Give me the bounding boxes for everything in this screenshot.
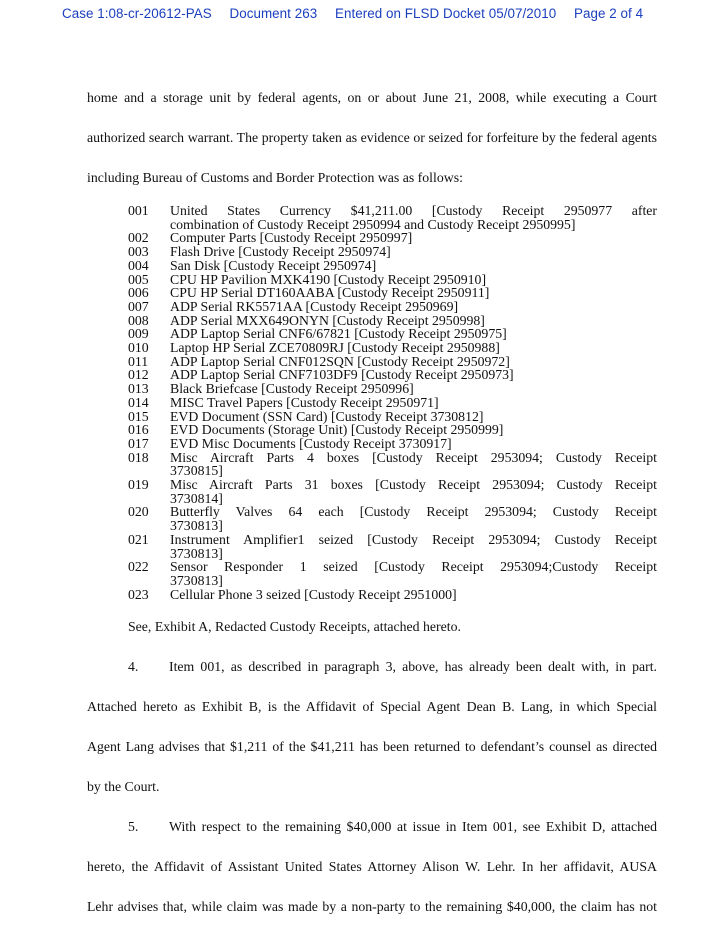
item-description-line: EVD Misc Documents [Custody Receipt 3730917] — [170, 435, 452, 451]
item-description-line: ADP Laptop Serial CNF7103DF9 [Custody Receipt 2950973] — [170, 367, 514, 383]
item-description — [170, 560, 657, 587]
intro-line: authorized search warrant. The property taken as evidence or seized for forfeiture by the federal agents — [87, 130, 657, 145]
item-number: 001 — [128, 203, 149, 218]
item-number: 008 — [128, 312, 149, 328]
item-description — [170, 423, 657, 437]
property-item — [128, 327, 657, 341]
paragraph-4-line: by the Court. — [87, 779, 160, 795]
paragraph-number: 5. — [128, 819, 139, 835]
exhibit-reference: See, Exhibit A, Redacted Custody Receipts, attached hereto. — [128, 619, 461, 635]
item-description-line: San Disk [Custody Receipt 2950974] — [170, 257, 377, 273]
item-number: 007 — [128, 298, 149, 314]
item-number: 002 — [128, 230, 149, 246]
item-number: 015 — [128, 408, 149, 424]
item-description-line: 3730813] — [170, 572, 223, 588]
paragraph-number: 4. — [128, 659, 139, 675]
property-item — [128, 382, 657, 396]
property-item — [128, 437, 657, 451]
item-description — [170, 505, 657, 532]
item-description — [170, 231, 657, 245]
property-item — [128, 355, 657, 369]
property-item — [128, 231, 657, 245]
intro-line: home and a storage unit by federal agents, on or about June 21, 2008, while executing a Court — [87, 90, 657, 105]
item-description — [170, 355, 657, 369]
property-item — [128, 505, 657, 532]
item-description-line: Cellular Phone 3 seized [Custody Receipt 2951000] — [170, 586, 457, 602]
property-item — [128, 533, 657, 560]
property-item — [128, 423, 657, 437]
item-description — [170, 204, 657, 231]
item-number: 005 — [128, 271, 149, 287]
property-item — [128, 368, 657, 382]
property-item — [128, 286, 657, 300]
item-description-line: Instrument Amplifier1 seized [Custody Receipt 2953094; Custody Receipt — [170, 531, 657, 547]
item-description-line: combination of Custody Receipt 2950994 and Custody Receipt 2950995] — [170, 216, 576, 232]
document-number: Document 263 — [229, 6, 318, 21]
property-item — [128, 245, 657, 259]
property-item — [128, 314, 657, 328]
item-description-line: ADP Serial MXX649ONYN [Custody Receipt 2950998] — [170, 312, 485, 328]
item-description-line: 3730813] — [170, 518, 223, 534]
item-description-line: Flash Drive [Custody Receipt 2950974] — [170, 244, 391, 260]
item-number: 021 — [128, 531, 149, 547]
item-description — [170, 410, 657, 424]
item-description — [170, 314, 657, 328]
item-description-line: Computer Parts [Custody Receipt 2950997] — [170, 230, 413, 246]
case-number: Case 1:08-cr-20612-PAS — [62, 6, 212, 21]
item-description-line: 3730815] — [170, 463, 223, 479]
page-number: Page 2 of 4 — [574, 6, 644, 21]
item-description-line: United States Currency $41,211.00 [Custody Receipt 2950977 after — [170, 203, 657, 218]
item-description-line: Laptop HP Serial ZCE70809RJ [Custody Receipt 2950988] — [170, 340, 500, 356]
property-item — [128, 300, 657, 314]
item-description — [170, 396, 657, 410]
property-item — [128, 478, 657, 505]
property-item — [128, 451, 657, 478]
item-description — [170, 300, 657, 314]
property-item — [128, 259, 657, 273]
item-number: 023 — [128, 586, 149, 602]
item-description-line: ADP Serial RK5571AA [Custody Receipt 2950969] — [170, 298, 459, 314]
item-description — [170, 382, 657, 396]
item-description-line: MISC Travel Papers [Custody Receipt 2950971] — [170, 394, 439, 410]
item-number: 022 — [128, 559, 149, 575]
item-description-line: Misc Aircraft Parts 4 boxes [Custody Receipt 2953094; Custody Receipt — [170, 449, 657, 465]
item-number: 018 — [128, 449, 149, 465]
item-description — [170, 533, 657, 560]
item-description-line: EVD Documents (Storage Unit) [Custody Receipt 2950999] — [170, 422, 504, 438]
item-description — [170, 451, 657, 478]
item-description — [170, 368, 657, 382]
item-description-line: Misc Aircraft Parts 31 boxes [Custody Receipt 2953094; Custody Receipt — [170, 477, 657, 493]
paragraph-5-line: hereto, the Affidavit of Assistant United States Attorney Alison W. Lehr. In her affidavit, AUSA — [87, 859, 657, 875]
item-description-line: CPU HP Serial DT160AABA [Custody Receipt 2950911] — [170, 285, 490, 301]
paragraph-4-line: Attached hereto as Exhibit B, is the Affidavit of Special Agent Dean B. Lang, in which Special — [87, 699, 657, 715]
item-description-line: Sensor Responder 1 seized [Custody Receipt 2953094;Custody Receipt — [170, 559, 657, 575]
item-number: 013 — [128, 381, 149, 397]
item-description-line: CPU HP Pavilion MXK4190 [Custody Receipt 2950910] — [170, 271, 487, 287]
item-number: 019 — [128, 477, 149, 493]
item-number: 011 — [128, 353, 149, 369]
document-body — [87, 88, 657, 917]
item-number: 012 — [128, 367, 149, 383]
property-item — [128, 396, 657, 410]
item-description-line: EVD Document (SSN Card) [Custody Receipt 3730812] — [170, 408, 484, 424]
item-number: 009 — [128, 326, 149, 342]
paragraph-4-line: 4. Item 001, as described in paragraph 3, above, has already been dealt with, in part. — [87, 657, 657, 677]
intro-line: including Bureau of Customs and Border Protection was as follows: — [87, 170, 463, 185]
item-number: 004 — [128, 257, 149, 273]
item-number: 010 — [128, 340, 149, 356]
item-description-line: 3730814] — [170, 490, 223, 506]
docket-entry: Entered on FLSD Docket 05/07/2010 — [334, 6, 557, 21]
item-number: 006 — [128, 285, 149, 301]
paragraph-5-line: Lehr advises that, while claim was made by a non-party to the remaining $40,000, the claim has not — [87, 899, 657, 915]
item-description — [170, 286, 657, 300]
item-number: 017 — [128, 435, 149, 451]
property-item — [128, 588, 657, 602]
item-description — [170, 245, 657, 259]
item-description-line: ADP Laptop Serial CNF012SQN [Custody Receipt 2950972] — [170, 353, 510, 369]
item-description-line: ADP Laptop Serial CNF6/67821 [Custody Receipt 2950975] — [170, 326, 507, 342]
item-number: 016 — [128, 422, 149, 438]
item-description-line: Butterfly Valves 64 each [Custody Receipt 2953094; Custody Receipt — [170, 504, 657, 520]
paragraph-4-line: Agent Lang advises that $1,211 of the $41,211 has been returned to defendant’s counsel as directed — [87, 739, 657, 755]
item-description — [170, 588, 657, 602]
docket-header — [62, 6, 668, 21]
property-item — [128, 341, 657, 355]
item-number: 014 — [128, 394, 149, 410]
item-description-line: 3730813] — [170, 545, 223, 561]
item-description — [170, 259, 657, 273]
property-item — [128, 410, 657, 424]
item-number: 003 — [128, 244, 149, 260]
property-item — [128, 273, 657, 287]
paragraph-5-line: 5. With respect to the remaining $40,000 at issue in Item 001, see Exhibit D, attached — [87, 817, 657, 837]
item-number: 020 — [128, 504, 149, 520]
item-description — [170, 341, 657, 355]
property-item — [128, 560, 657, 587]
item-description — [170, 478, 657, 505]
property-list — [128, 204, 657, 601]
item-description — [170, 273, 657, 287]
item-description-line: Black Briefcase [Custody Receipt 2950996] — [170, 381, 414, 397]
item-description — [170, 327, 657, 341]
item-description — [170, 437, 657, 451]
property-item — [128, 204, 657, 231]
